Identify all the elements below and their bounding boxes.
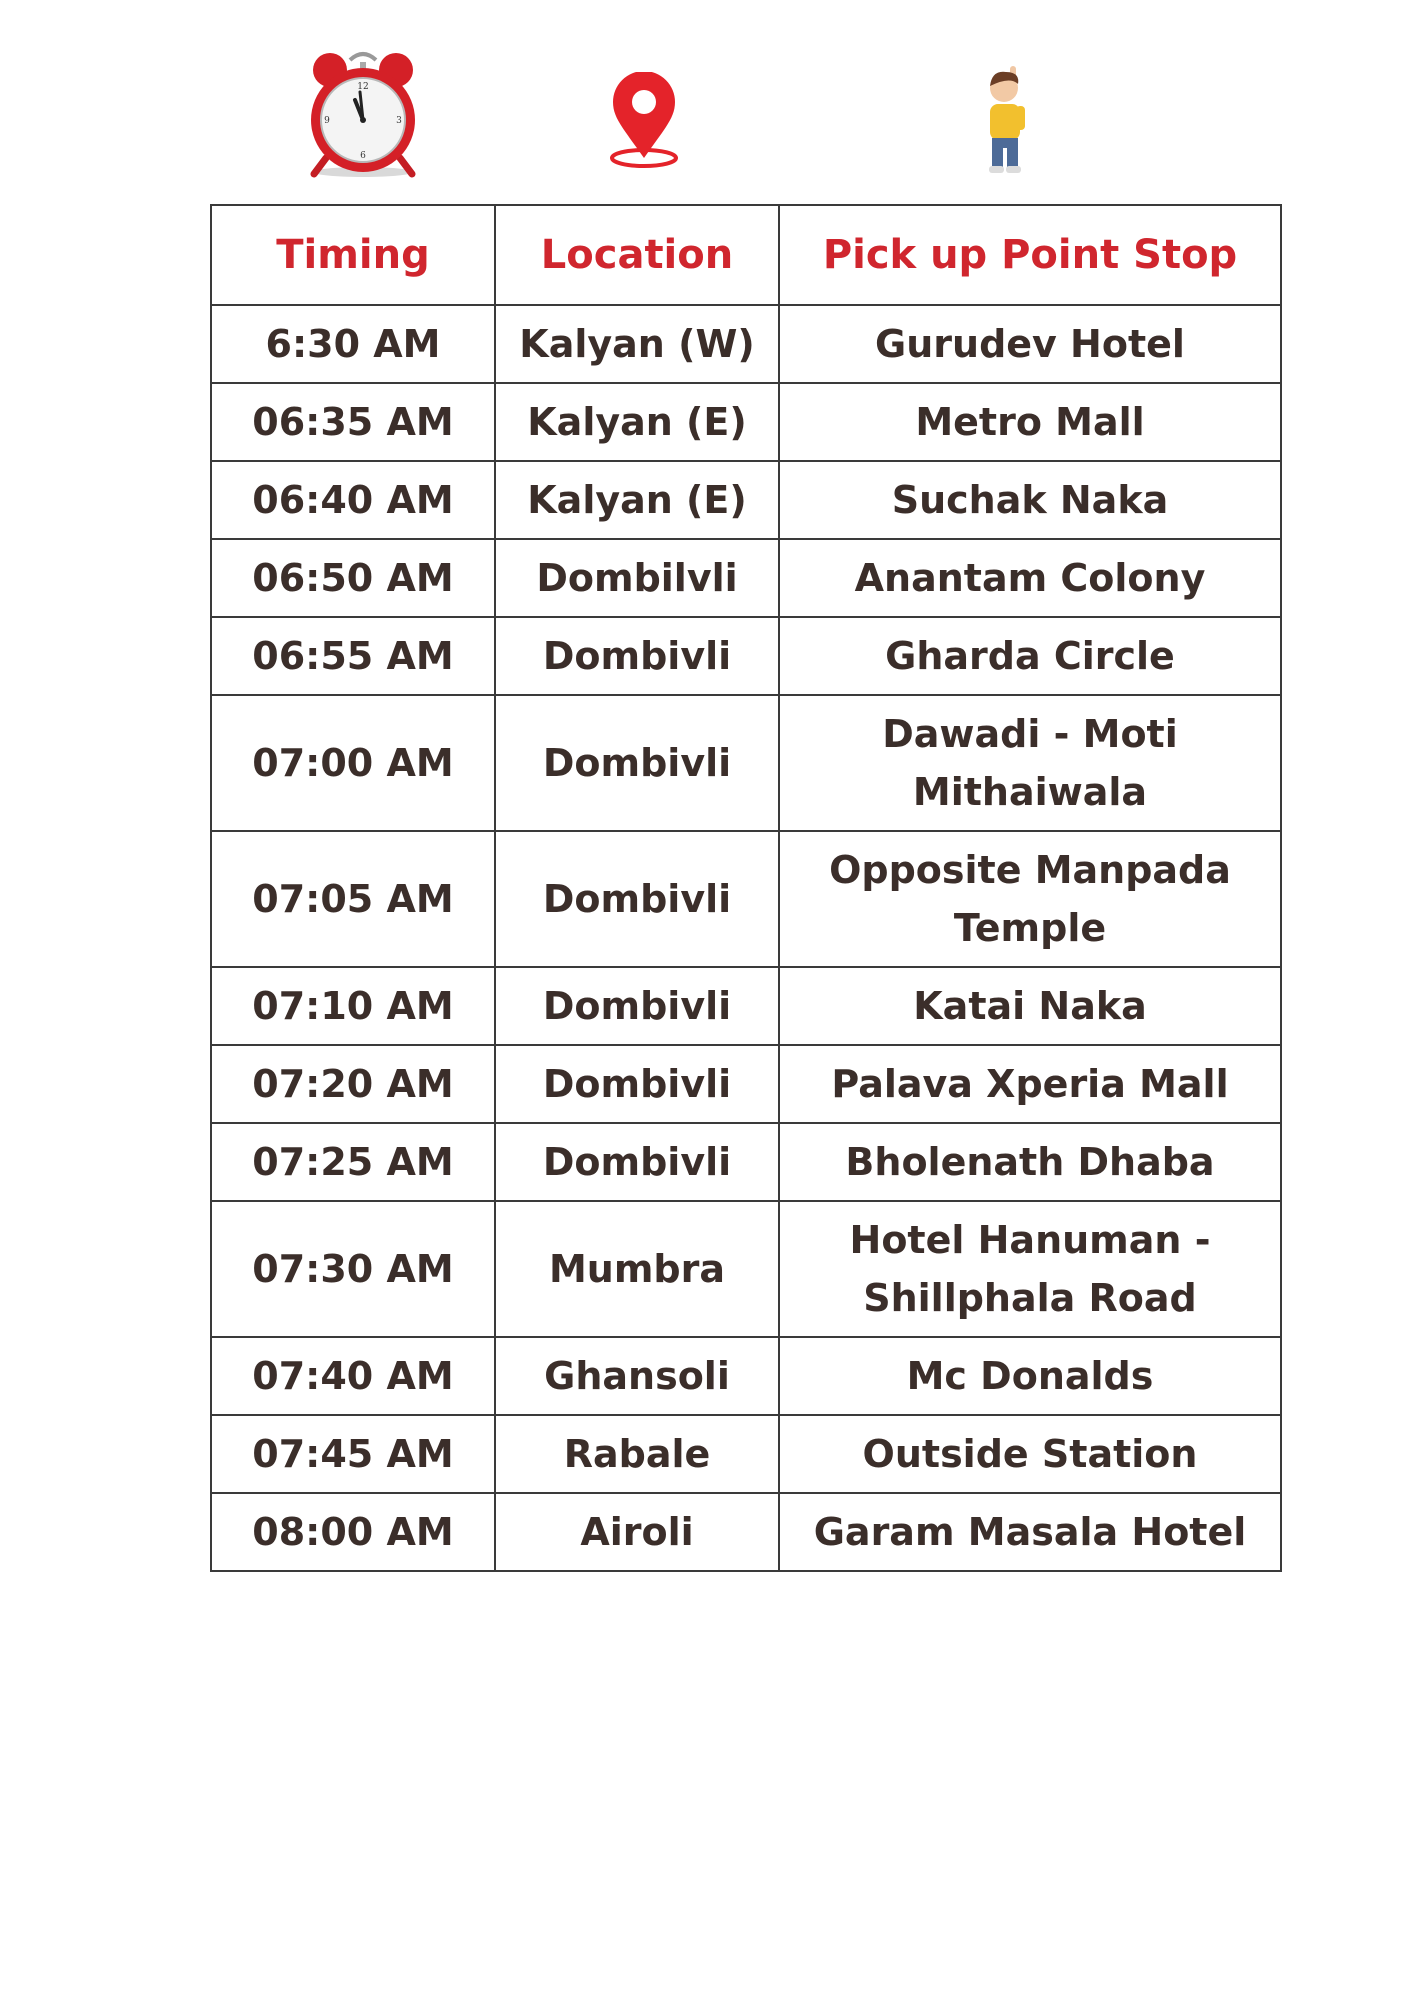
time-cell: 6:30 AM bbox=[211, 305, 495, 383]
table-row bbox=[211, 383, 1281, 461]
location-cell: Ghansoli bbox=[495, 1337, 779, 1415]
stop-cell: Hotel Hanuman - Shillphala Road bbox=[779, 1201, 1281, 1337]
svg-text:3: 3 bbox=[396, 116, 402, 126]
alarm-clock-icon bbox=[300, 48, 426, 178]
stop-cell: Mc Donalds bbox=[779, 1337, 1281, 1415]
location-cell: Dombilvli bbox=[495, 539, 779, 617]
table-row bbox=[211, 1045, 1281, 1123]
time-cell: 06:35 AM bbox=[211, 383, 495, 461]
table-row bbox=[211, 617, 1281, 695]
location-cell: Mumbra bbox=[495, 1201, 779, 1337]
table-row bbox=[211, 461, 1281, 539]
location-cell: Airoli bbox=[495, 1493, 779, 1571]
table-row bbox=[211, 1337, 1281, 1415]
boy-pointing-icon bbox=[980, 64, 1036, 176]
table-row bbox=[211, 1123, 1281, 1201]
time-cell: 07:00 AM bbox=[211, 695, 495, 831]
svg-text:6: 6 bbox=[360, 151, 366, 161]
time-cell: 07:10 AM bbox=[211, 967, 495, 1045]
table-row bbox=[211, 1415, 1281, 1493]
table-header-row bbox=[211, 205, 1281, 305]
time-cell: 07:30 AM bbox=[211, 1201, 495, 1337]
stop-cell: Bholenath Dhaba bbox=[779, 1123, 1281, 1201]
stop-cell: Katai Naka bbox=[779, 967, 1281, 1045]
location-pin-icon bbox=[605, 72, 683, 170]
location-cell: Kalyan (W) bbox=[495, 305, 779, 383]
stop-cell: Opposite Manpada Temple bbox=[779, 831, 1281, 967]
location-cell: Kalyan (E) bbox=[495, 383, 779, 461]
stop-cell: Garam Masala Hotel bbox=[779, 1493, 1281, 1571]
stop-cell: Metro Mall bbox=[779, 383, 1281, 461]
location-cell: Dombivli bbox=[495, 1123, 779, 1201]
stop-cell: Gurudev Hotel bbox=[779, 305, 1281, 383]
time-cell: 07:20 AM bbox=[211, 1045, 495, 1123]
location-cell: Dombivli bbox=[495, 695, 779, 831]
time-cell: 07:40 AM bbox=[211, 1337, 495, 1415]
pickup-schedule-table bbox=[210, 204, 1282, 1572]
header-timing: Timing bbox=[211, 205, 495, 305]
table-row bbox=[211, 1201, 1281, 1337]
table-row bbox=[211, 831, 1281, 967]
table-row bbox=[211, 539, 1281, 617]
location-cell: Dombivli bbox=[495, 831, 779, 967]
time-cell: 08:00 AM bbox=[211, 1493, 495, 1571]
svg-text:9: 9 bbox=[324, 116, 330, 126]
stop-cell: Suchak Naka bbox=[779, 461, 1281, 539]
stop-cell: Palava Xperia Mall bbox=[779, 1045, 1281, 1123]
time-cell: 07:05 AM bbox=[211, 831, 495, 967]
stop-cell: Dawadi - Moti Mithaiwala bbox=[779, 695, 1281, 831]
location-cell: Dombivli bbox=[495, 617, 779, 695]
table-row bbox=[211, 1493, 1281, 1571]
location-cell: Rabale bbox=[495, 1415, 779, 1493]
stop-cell: Anantam Colony bbox=[779, 539, 1281, 617]
stop-cell: Gharda Circle bbox=[779, 617, 1281, 695]
header-location: Location bbox=[495, 205, 779, 305]
time-cell: 07:25 AM bbox=[211, 1123, 495, 1201]
svg-text:12: 12 bbox=[357, 82, 369, 92]
location-cell: Dombivli bbox=[495, 967, 779, 1045]
stop-cell: Outside Station bbox=[779, 1415, 1281, 1493]
location-cell: Dombivli bbox=[495, 1045, 779, 1123]
time-cell: 07:45 AM bbox=[211, 1415, 495, 1493]
table-row bbox=[211, 695, 1281, 831]
header-stop: Pick up Point Stop bbox=[779, 205, 1281, 305]
time-cell: 06:55 AM bbox=[211, 617, 495, 695]
location-cell: Kalyan (E) bbox=[495, 461, 779, 539]
time-cell: 06:40 AM bbox=[211, 461, 495, 539]
time-cell: 06:50 AM bbox=[211, 539, 495, 617]
table-row bbox=[211, 305, 1281, 383]
table-row bbox=[211, 967, 1281, 1045]
